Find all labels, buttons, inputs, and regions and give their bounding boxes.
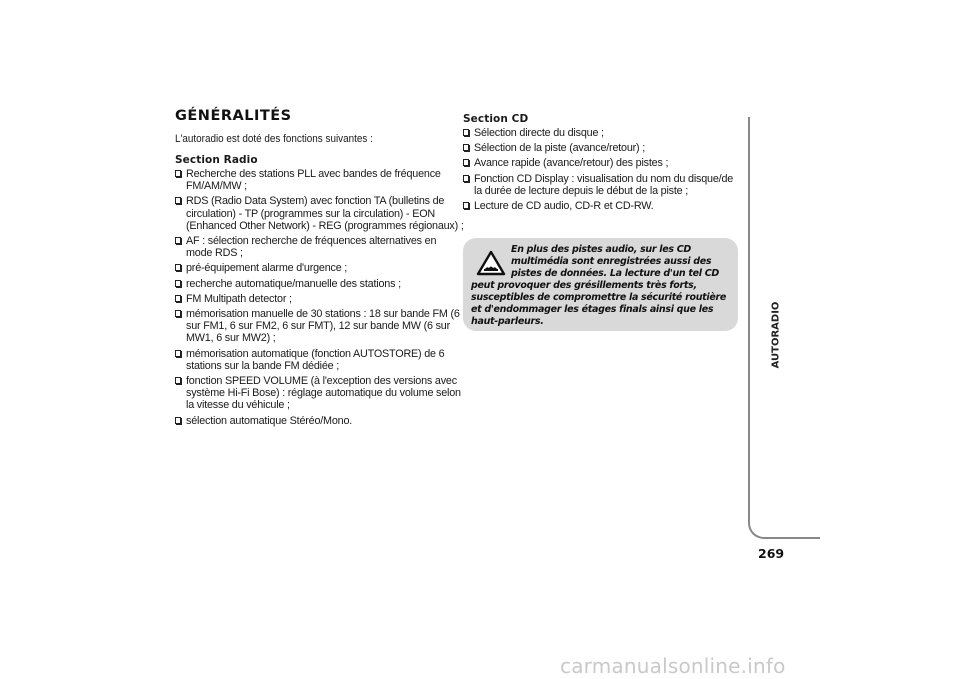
bullet-box-icon (463, 202, 469, 209)
intro-text: L'autoradio est doté des fonctions suivantes : (175, 133, 373, 145)
list-item: Avance rapide (avance/retour) des pistes ; (463, 157, 743, 169)
bullet-box-icon (175, 417, 181, 424)
list-item: RDS (Radio Data System) avec fonction TA (bulletins de circulation) - TP (programmes sur la circulation) - EON (Enhanced Other Network) - REG (programmes régionaux) ; (175, 195, 465, 232)
list-item: Sélection de la piste (avance/retour) ; (463, 142, 743, 154)
list-item: mémorisation automatique (fonction AUTOSTORE) de 6 stations sur la bande FM dédiée ; (175, 348, 465, 372)
list-item: Fonction CD Display : visualisation du nom du disque/de la durée de lecture depuis le début de la piste ; (463, 173, 743, 197)
list-item: Sélection directe du disque ; (463, 127, 743, 139)
section-radio-heading: Section Radio (175, 154, 258, 166)
bullet-box-icon (463, 159, 469, 166)
warning-text: En plus des pistes audio, sur les CD multimédia sont enregistrées aussi des pistes de données. La lecture d'un tel CD peut provoquer des grésillements très forts, susceptibles de compromettre la sécurité routière et d'endommager les étages finals ainsi que les haut-parleurs. (471, 244, 727, 327)
page-number: 269 (758, 546, 785, 561)
list-item: AF : sélection recherche de fréquences alternatives en mode RDS ; (175, 235, 465, 259)
bullet-box-icon (175, 237, 181, 244)
list-item: FM Multipath detector ; (175, 293, 465, 305)
list-item: Lecture de CD audio, CD-R et CD-RW. (463, 200, 743, 212)
list-item: sélection automatique Stéréo/Mono. (175, 415, 465, 427)
list-item: mémorisation manuelle de 30 stations : 18 sur bande FM (6 sur FM1, 6 sur FM2, 6 sur FMT), 12 sur bande MW (6 sur MW1, 6 sur MW2) ; (175, 308, 465, 345)
watermark: carmanualsonline.info (560, 654, 786, 678)
list-item: pré-équipement alarme d'urgence ; (175, 262, 465, 274)
right-column (463, 113, 743, 215)
list-item: fonction SPEED VOLUME (à l'exception des versions avec système Hi-Fi Bose) : réglage automatique du volume selon la vitesse du véhicule ; (175, 375, 465, 412)
list-item: Recherche des stations PLL avec bandes de fréquence FM/AM/MW ; (175, 168, 465, 192)
bullet-box-icon (175, 295, 181, 302)
bullet-box-icon (463, 129, 469, 136)
bullet-box-icon (175, 350, 181, 357)
bullet-box-icon (463, 175, 469, 182)
warning-text-block (471, 244, 733, 328)
page-title: GÉNÉRALITÉS (175, 108, 292, 124)
bullet-box-icon (175, 310, 181, 317)
section-cd-heading: Section CD (463, 113, 529, 125)
section-cd-list (463, 127, 743, 212)
bullet-box-icon (175, 170, 181, 177)
bullet-box-icon (175, 264, 181, 271)
bullet-box-icon (175, 280, 181, 287)
section-radio-list (175, 168, 465, 427)
bullet-box-icon (463, 144, 469, 151)
list-item: recherche automatique/manuelle des stations ; (175, 278, 465, 290)
bullet-box-icon (175, 197, 181, 204)
left-column (175, 108, 465, 430)
bullet-box-icon (175, 377, 181, 384)
side-label: AUTORADIO (770, 301, 782, 369)
